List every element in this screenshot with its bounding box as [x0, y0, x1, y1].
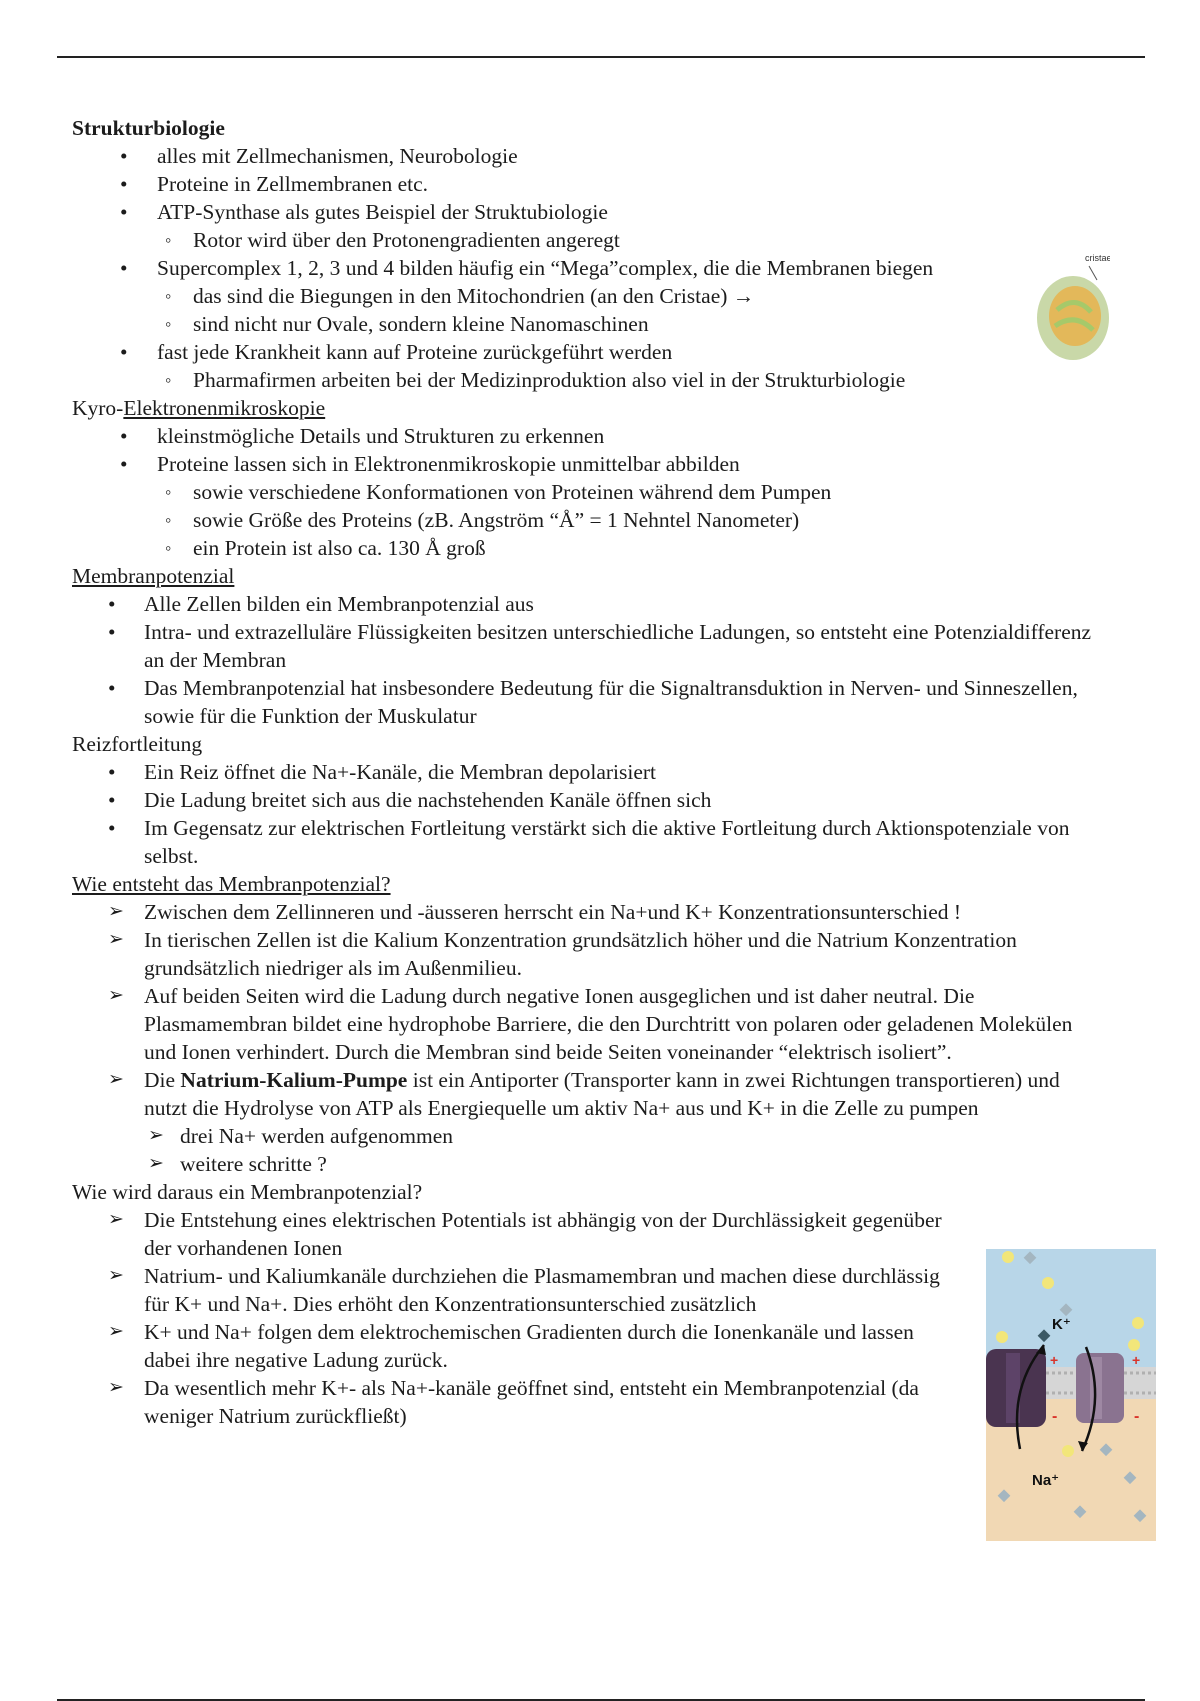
sublist-item: ◦ ein Protein ist also ca. 130 Å groß [157, 534, 1102, 562]
list-item-text: fast jede Krankheit kann auf Proteine zurückgeführt werden [157, 340, 673, 364]
minus-sign: - [1134, 1408, 1140, 1425]
pump-sublist [144, 1122, 1102, 1178]
na-label: Na⁺ [1032, 1472, 1060, 1489]
sublist [157, 478, 1102, 562]
k-label: K⁺ [1052, 1316, 1071, 1333]
list-item [72, 1066, 1102, 1178]
sublist [157, 226, 1102, 254]
list-item: ➢ In tierischen Zellen ist die Kalium Konzentration grundsätzlich höher und die Natrium Konzentration grundsätzlich niedriger als im Außenmilieu. [72, 926, 1102, 982]
list-item: • Proteine in Zellmembranen etc. [72, 170, 1102, 198]
list-item: • Im Gegensatz zur elektrischen Fortleitung verstärkt sich die aktive Fortleitung durch Aktionspotenziale von selbst. [72, 814, 1102, 870]
heading-prefix: Kyro- [72, 396, 124, 420]
list-item: • Die Ladung breitet sich aus die nachstehenden Kanäle öffnen sich [72, 786, 1102, 814]
pump-term: Natrium-Kalium-Pumpe [180, 1068, 408, 1092]
list-item-text: ATP-Synthase als gutes Beispiel der Struktubiologie [157, 200, 608, 224]
top-rule [57, 56, 1145, 58]
list-item [72, 198, 1102, 254]
list-item: ➢ Die Entstehung eines elektrischen Potentials ist abhängig von der Durchlässigkeit gegenüber der vorhandenen Ionen [72, 1206, 952, 1262]
list-item: ➢ Auf beiden Seiten wird die Ladung durch negative Ionen ausgeglichen und ist daher neutral. Die Plasmamembran bildet eine hydrophobe Barriere, die den Durchtritt von polaren oder geladenen Molekülen und Ionen verhindert. Durch die Membran sind beide Seiten voneinander “elektrisch isoliert”. [72, 982, 1102, 1066]
list-item: • Intra- und extrazelluläre Flüssigkeiten besitzen unterschiedliche Ladungen, so entsteht eine Potenzialdifferenz an der Membran [72, 618, 1102, 674]
reizfortleitung-list [72, 758, 1102, 870]
list-item [72, 450, 1102, 562]
sublist-item: ◦ Pharmafirmen arbeiten bei der Medizinproduktion also viel in der Strukturbiologie [157, 366, 1102, 394]
list-item: ➢ Natrium- und Kaliumkanäle durchziehen die Plasmamembran und machen diese durchlässig für K+ und Na+. Dies erhöht den Konzentrationsunterschied zusätzlich [72, 1262, 952, 1318]
cristae-label: cristae [1085, 253, 1110, 263]
sublist-item: ◦ Rotor wird über den Protonengradienten angeregt [157, 226, 1102, 254]
heading-underlined: Elektronenmikroskopie [123, 396, 326, 420]
plus-sign: + [1050, 1352, 1059, 1368]
plus-sign: + [1132, 1352, 1141, 1368]
wie-entsteht-list [72, 898, 1102, 1178]
sublist-item: ➢ drei Na+ werden aufgenommen [144, 1122, 1102, 1150]
sublist [157, 366, 1102, 394]
sublist-item: ◦ das sind die Biegungen in den Mitochondrien (an den Cristae) → [157, 282, 1102, 310]
strukturbiologie-list [72, 142, 1102, 394]
heading-wie-entsteht: Wie entsteht das Membranpotenzial? [72, 872, 391, 896]
heading-reizfortleitung: Reizfortleitung [72, 732, 203, 756]
list-item: • Alle Zellen bilden ein Membranpotenzial aus [72, 590, 1102, 618]
sublist [157, 282, 1102, 338]
pump-text-pre: Die [144, 1068, 181, 1092]
list-item: • Das Membranpotenzial hat insbesondere Bedeutung für die Signaltransduktion in Nerven- und Sinneszellen, sowie für die Funktion der Muskulatur [72, 674, 1102, 730]
sublist-item: ◦ sind nicht nur Ovale, sondern kleine Nanomaschinen [157, 310, 1102, 338]
list-item-text: Proteine lassen sich in Elektronenmikroskopie unmittelbar abbilden [157, 452, 740, 476]
mikroskopie-list [72, 422, 1102, 562]
list-item: ➢ K+ und Na+ folgen dem elektrochemischen Gradienten durch die Ionenkanäle und lassen dabei ihre negative Ladung zurück. [72, 1318, 952, 1374]
sublist-item: ◦ sowie Größe des Proteins (zB. Angström “Å” = 1 Nehntel Nanometer) [157, 506, 1102, 534]
heading-wie-wird: Wie wird daraus ein Membranpotenzial? [72, 1180, 423, 1204]
heading-strukturbiologie: Strukturbiologie [72, 116, 225, 140]
list-item: • alles mit Zellmechanismen, Neurobologie [72, 142, 1102, 170]
wie-wird-list [72, 1206, 952, 1430]
cristae-figure [1035, 250, 1110, 360]
list-item: ➢ Zwischen dem Zellinneren und -äusseren herrscht ein Na+und K+ Konzentrationsunterschied ! [72, 898, 1102, 926]
minus-sign: - [1052, 1408, 1058, 1425]
list-item: • Ein Reiz öffnet die Na+-Kanäle, die Membran depolarisiert [72, 758, 1102, 786]
pump-text-post: ist ein Antiporter (Transporter kann in zwei Richtungen transportieren) und nutzt die Hydrolyse von ATP als Energiequelle um aktiv Na+ aus und K+ in die Zelle zu pumpen [144, 1068, 1060, 1120]
list-item-text: Supercomplex 1, 2, 3 und 4 bilden häufig ein “Mega”complex, die die Membranen biegen [157, 256, 934, 280]
list-item: ➢ Da wesentlich mehr K+- als Na+-kanäle geöffnet sind, entsteht ein Membranpotenzial (da weniger Natrium zurückfließt) [72, 1374, 952, 1430]
membranpotenzial-list [72, 590, 1102, 730]
sublist-item: ➢ weitere schritte ? [144, 1150, 1102, 1178]
document-body [72, 114, 1102, 1430]
list-item: • kleinstmögliche Details und Strukturen zu erkennen [72, 422, 1102, 450]
heading-membranpotenzial: Membranpotenzial [72, 564, 235, 588]
list-item [72, 254, 1102, 338]
ion-channel-figure [986, 1249, 1156, 1541]
list-item [72, 338, 1102, 394]
heading-kyro-elektronenmikroskopie [72, 394, 1102, 422]
sublist-item: ◦ sowie verschiedene Konformationen von Proteinen während dem Pumpen [157, 478, 1102, 506]
